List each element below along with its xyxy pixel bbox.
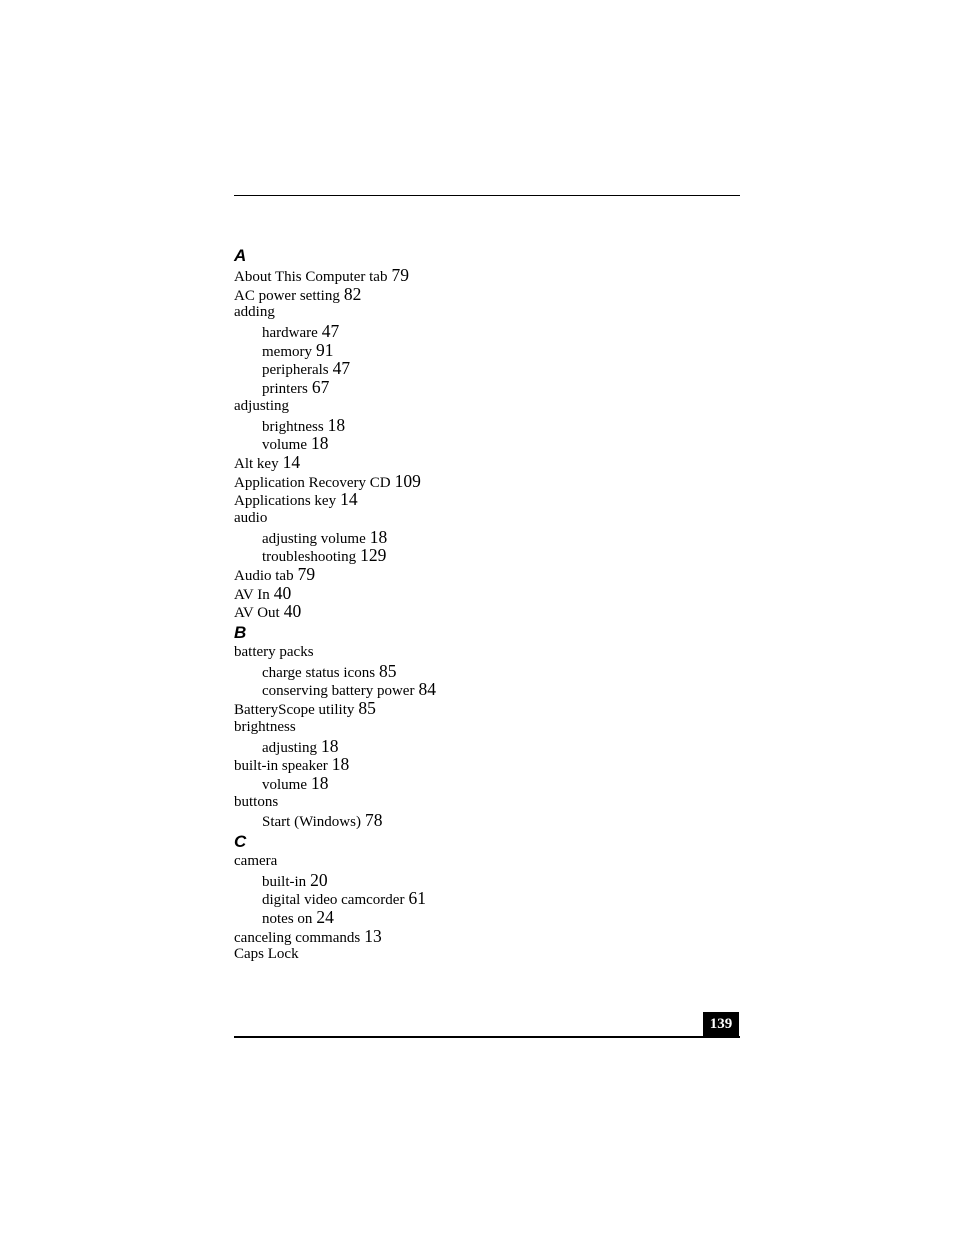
index-term: Applications key [234, 493, 337, 510]
index-entry [234, 699, 740, 718]
page-reference[interactable]: 109 [394, 470, 421, 491]
page-reference[interactable]: 79 [297, 564, 316, 584]
page-reference[interactable]: 79 [391, 265, 409, 285]
index-entry [234, 509, 740, 528]
page-reference[interactable]: 20 [310, 869, 328, 890]
index-term: adjusting [262, 739, 317, 756]
index-subentry [234, 774, 740, 793]
index-subentry [234, 737, 740, 756]
index-subentry [234, 889, 740, 908]
index-subentry [234, 680, 740, 699]
index-subentry [234, 359, 740, 378]
section-letter: C [234, 831, 247, 851]
index-subentry [234, 434, 740, 453]
page-reference[interactable]: 91 [316, 339, 334, 360]
index-term: canceling commands [234, 929, 361, 946]
index-term: charge status icons [262, 664, 376, 681]
page-reference[interactable]: 61 [408, 888, 426, 909]
index-entry [234, 945, 740, 964]
index-subentry [234, 341, 740, 360]
index-subentry [234, 528, 740, 547]
index-entry [234, 472, 740, 491]
index-term: AV Out [234, 605, 280, 622]
index-subentry [234, 378, 740, 397]
index-entry [234, 490, 740, 509]
index-term: AV In [234, 586, 270, 603]
index-term: brightness [234, 718, 296, 735]
index-list [234, 244, 740, 964]
page-number: 139 [703, 1012, 739, 1036]
index-term: troubleshooting [262, 549, 357, 566]
index-subentry [234, 322, 740, 341]
index-subentry [234, 908, 740, 927]
page-reference[interactable]: 47 [332, 358, 351, 379]
index-term: Alt key [234, 455, 279, 472]
page-reference[interactable]: 18 [311, 433, 329, 454]
index-entry [234, 602, 740, 621]
index-term: adjusting [234, 397, 289, 414]
index-subentry [234, 662, 740, 681]
index-term: camera [234, 852, 278, 869]
index-term: built-in [262, 873, 307, 890]
index-entry [234, 755, 740, 774]
index-term: BatteryScope utility [234, 702, 355, 719]
index-term: volume [262, 776, 307, 793]
page-reference[interactable]: 67 [311, 377, 330, 398]
index-entry [234, 927, 740, 946]
index-entry [234, 643, 740, 662]
section-letter: B [234, 623, 247, 643]
page-reference[interactable]: 82 [343, 283, 362, 304]
page-reference[interactable]: 18 [321, 735, 339, 756]
index-term: audio [234, 509, 268, 526]
page-reference[interactable]: 84 [418, 679, 436, 700]
index-term: AC power setting [234, 287, 340, 304]
page-reference[interactable]: 14 [340, 489, 358, 510]
index-term: Start (Windows) [262, 814, 361, 831]
index-term: adjusting volume [262, 530, 366, 547]
page-reference[interactable]: 18 [311, 772, 329, 793]
page-reference[interactable]: 40 [283, 601, 302, 622]
bottom-rule [234, 1036, 740, 1038]
index-entry [234, 718, 740, 737]
index-term: built-in speaker [234, 758, 328, 775]
page-reference[interactable]: 85 [358, 698, 376, 719]
top-rule [234, 195, 740, 196]
index-subentry [234, 546, 740, 565]
index-subentry [234, 871, 740, 890]
index-term: notes on [262, 911, 313, 927]
index-term: battery packs [234, 644, 314, 661]
index-term: brightness [262, 418, 324, 435]
page-reference[interactable]: 13 [364, 925, 382, 946]
index-entry [234, 397, 740, 416]
index-entry [234, 852, 740, 871]
index-term: Application Recovery CD [234, 474, 391, 491]
index-term: volume [262, 437, 307, 454]
index-entry [234, 793, 740, 812]
index-term: About This Computer tab [234, 269, 388, 285]
page-reference[interactable]: 129 [360, 545, 387, 566]
index-term: digital video camcorder [262, 892, 405, 909]
index-term: conserving battery power [262, 683, 415, 700]
index-subentry [234, 811, 740, 830]
index-term: buttons [234, 793, 279, 810]
page-reference[interactable]: 18 [369, 526, 388, 547]
page-reference[interactable]: 85 [379, 660, 397, 681]
index-subentry [234, 416, 740, 435]
index-entry [234, 266, 740, 285]
index-term: Audio tab [234, 568, 294, 584]
index-term: hardware [262, 325, 318, 342]
page-reference[interactable]: 47 [321, 321, 340, 342]
index-term: memory [262, 343, 312, 360]
index-term: adding [234, 304, 275, 321]
index-entry [234, 303, 740, 322]
index-entry [234, 584, 740, 603]
index-term: Caps Lock [234, 946, 299, 963]
page-reference[interactable]: 78 [364, 810, 383, 831]
page-reference[interactable]: 14 [282, 451, 301, 472]
index-term: peripherals [262, 362, 329, 379]
page-reference[interactable]: 40 [273, 582, 292, 603]
page-reference[interactable]: 18 [327, 414, 346, 435]
index-entry [234, 453, 740, 472]
section-letter: A [234, 246, 247, 265]
index-entry [234, 285, 740, 304]
index-entry [234, 565, 740, 584]
index-term: printers [262, 381, 308, 398]
page-reference[interactable]: 18 [331, 754, 350, 775]
page-reference[interactable]: 24 [316, 907, 334, 927]
